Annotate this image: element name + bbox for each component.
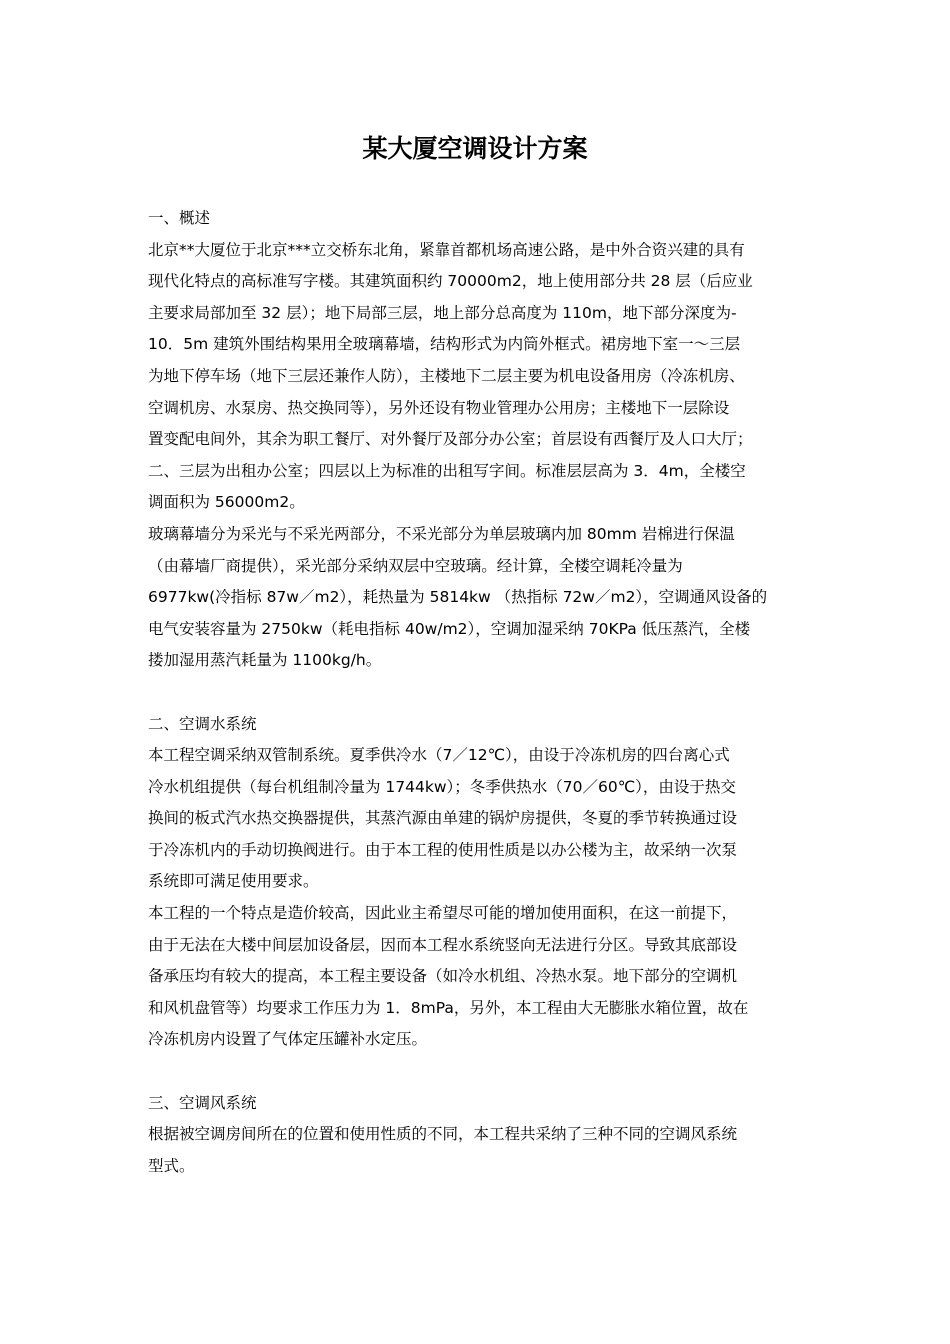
text-line: 根据被空调房间所在的位置和使用性质的不同，本工程共采纳了三种不同的空调风系统 — [148, 1125, 738, 1144]
paragraph-water-system-2 — [148, 898, 808, 1056]
document-title: 某大厦空调设计方案 — [362, 134, 588, 163]
text-line: 现代化特点的高标准写字楼。其建筑面积约 70000m2，地上使用部分共 28 层（后应业 — [148, 272, 753, 291]
section-spacer — [148, 1056, 808, 1088]
text-line: 空调机房、水泵房、热交换同等），另外还设有物业管理办公用房；主楼地下一层除设 — [148, 398, 730, 417]
text-line: 型式。 — [148, 1156, 195, 1175]
section-spacer — [148, 677, 808, 709]
document-body — [148, 203, 808, 1182]
text-line: 备承压均有较大的提高，本工程主要设备（如冷水机组、冷热水泵。地下部分的空调机 — [148, 967, 738, 986]
text-line: 冷冻机房内设置了气体定压罐补水定压。 — [148, 1030, 428, 1049]
text-line: 调面积为 56000m2。 — [148, 493, 305, 512]
text-line: 二、三层为出租办公室；四层以上为标准的出租写字间。标准层层高为 3．4m，全楼空 — [148, 461, 746, 480]
text-line: 为地下停车场（地下三层还兼作人防），主楼地下二层主要为机电设备用房（冷冻机房、 — [148, 366, 745, 385]
section-heading-overview: 一、概述 — [148, 209, 211, 227]
text-line: 换间的板式汽水热交换器提供，其蒸汽源由单建的锅炉房提供，冬夏的季节转换通过设 — [148, 809, 738, 828]
text-line: （由幕墙厂商提供），采光部分采纳双层中空玻璃。经计算，全楼空调耗冷量为 — [148, 556, 683, 575]
text-line: 电气安装容量为 2750kw（耗电指标 40w/m2），空调加湿采纳 70KPa 低压蒸汽，全楼 — [148, 619, 751, 638]
text-line: 系统即可满足使用要求。 — [148, 872, 319, 891]
text-line: 10．5m 建筑外围结构果用全玻璃幕墙，结构形式为内筒外框式。裙房地下室一～三层 — [148, 335, 741, 354]
section-heading-air-system: 三、空调风系统 — [148, 1093, 257, 1112]
text-line: 主要求局部加至 32 层）；地下局部三层，地上部分总高度为 110m，地下部分深度为- — [148, 303, 737, 322]
section-heading-water-system: 二、空调水系统 — [148, 714, 257, 733]
paragraph-water-system-1 — [148, 740, 808, 898]
paragraph-air-system-1 — [148, 1119, 808, 1182]
text-line: 和风机盘管等）均要求工作压力为 1．8mPa，另外，本工程由大无膨胀水箱位置，故在 — [148, 998, 749, 1017]
paragraph-overview-2 — [148, 519, 808, 677]
text-line: 置变配电间外，其余为职工餐厅、对外餐厅及部分办公室；首层设有西餐厅及人口大厅； — [148, 430, 753, 449]
text-line: 北京**大厦位于北京***立交桥东北角，紧靠首都机场高速公路，是中外合资兴建的具有 — [148, 240, 745, 259]
text-line: 玻璃幕墙分为采光与不采光两部分，不采光部分为单层玻璃内加 80mm 岩棉进行保温 — [148, 524, 735, 543]
text-line: 6977kw(冷指标 87w／m2），耗热量为 5814kw （热指标 72w／m2），空调通风设备的 — [148, 588, 768, 607]
text-line: 冷水机组提供（每台机组制冷量为 1744kw）；冬季供热水（70／60℃），由设于热交 — [148, 777, 736, 796]
text-line: 于冷冻机内的手动切换阀进行。由于本工程的使用性质是以办公楼为主，故采纳一次泵 — [148, 840, 738, 859]
text-line: 本工程空调采纳双管制系统。夏季供冷水（7／12℃），由设于冷冻机房的四台离心式 — [148, 746, 730, 765]
text-line: 本工程的一个特点是造价较高，因此业主希望尽可能的增加使用面积，在这一前提下， — [148, 904, 738, 923]
text-line: 搂加湿用蒸汽耗量为 1100kg/h。 — [148, 651, 382, 670]
text-line: 由于无法在大楼中间层加设备层，因而本工程水系统竖向无法进行分区。导致其底部设 — [148, 935, 738, 954]
paragraph-overview-1 — [148, 235, 808, 519]
